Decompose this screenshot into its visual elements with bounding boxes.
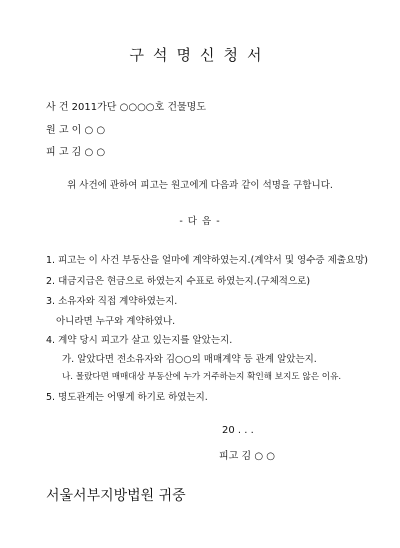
request-subitem: 가. 알았다면 전소유자와 김○○의 매매계약 등 관계 알았는지. [62, 354, 317, 365]
request-item: 3. 소유자와 직접 계약하였는지. [46, 296, 178, 307]
request-item: 5. 명도관계는 어떻게 하기로 하였는지. [46, 392, 208, 403]
request-item: 4. 계약 당시 피고가 살고 있는지를 알았는지. [46, 335, 233, 346]
request-item: 1. 피고는 이 사건 부동산을 얼마에 계약하였는지.(계약서 및 영수증 제출요망) [46, 255, 368, 266]
court-addressee: 서울서부지방법원 귀중 [46, 488, 186, 504]
signature-date: 20 . . . [222, 425, 254, 436]
section-heading: - 다 음 - [179, 216, 221, 227]
case-number-line: 사 건 2011가단 ○○○○호 건물명도 [46, 102, 207, 113]
plaintiff-line: 원 고 이 ○ ○ [46, 125, 106, 136]
request-item: 2. 대금지급은 현금으로 하였는지 수표로 하였는지.(구체적으로) [46, 276, 311, 287]
request-subitem: 나. 몰랐다면 매매대상 부동산에 누가 거주하는지 확인해 보지도 않은 이유. [62, 372, 342, 382]
document-title: 구석명신청서 [129, 46, 271, 64]
intro-paragraph: 위 사건에 관하여 피고는 원고에게 다음과 같이 석명을 구합니다. [67, 180, 333, 191]
signature-name: 피고 김 ○ ○ [219, 451, 275, 462]
request-item: 아니라면 누구와 계약하였나. [56, 316, 176, 327]
defendant-line: 피 고 김 ○ ○ [46, 147, 106, 158]
